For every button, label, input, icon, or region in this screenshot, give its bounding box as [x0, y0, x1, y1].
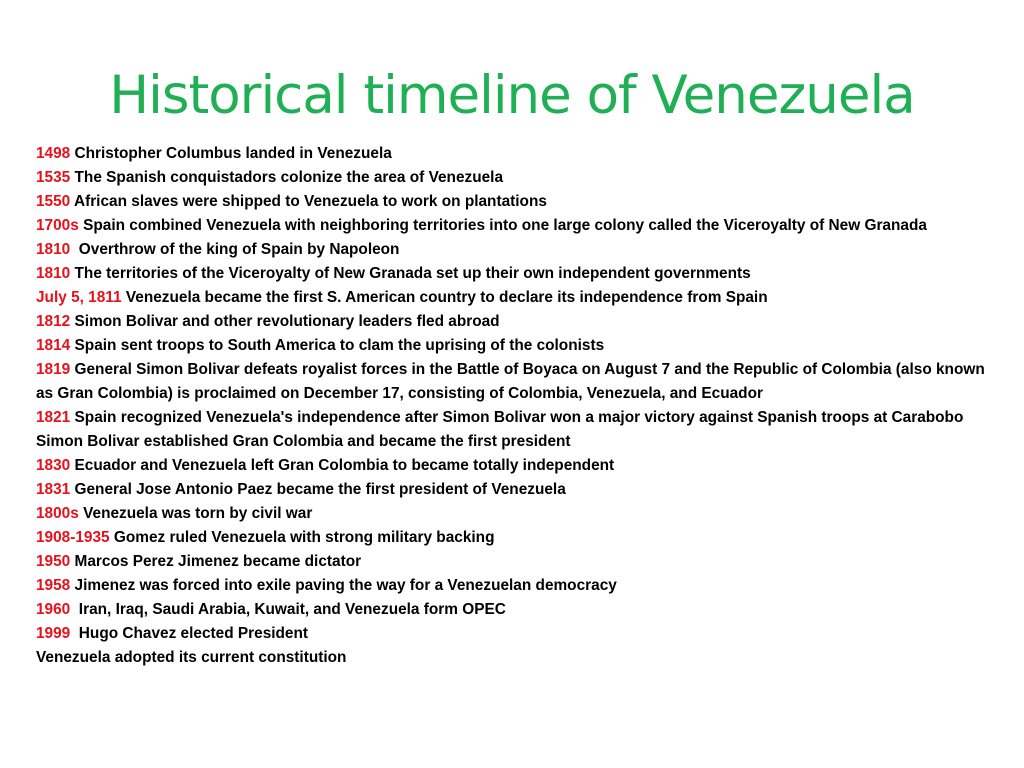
timeline-description: Ecuador and Venezuela left Gran Colombia to became totally independent [70, 457, 615, 474]
timeline-year: 1821 [36, 409, 71, 426]
timeline-description: Simon Bolivar and other revolutionary leaders fled abroad [70, 313, 500, 330]
timeline-year: 1958 [36, 577, 71, 594]
timeline-year: 1830 [36, 457, 71, 474]
timeline-year: 1950 [36, 553, 71, 570]
timeline-description: Hugo Chavez elected President [70, 625, 309, 642]
timeline-description: Venezuela adopted its current constitution [36, 649, 347, 666]
timeline-description: Simon Bolivar established Gran Colombia and became the first president [36, 433, 571, 450]
timeline-entry [36, 574, 1002, 598]
timeline-description: Gomez ruled Venezuela with strong military backing [109, 529, 495, 546]
timeline-description: The Spanish conquistadors colonize the area of Venezuela [70, 169, 503, 186]
timeline-entry [36, 286, 1002, 310]
timeline-entry [36, 598, 1002, 622]
timeline-entry [36, 214, 1002, 238]
timeline-year: 1810 [36, 265, 71, 282]
timeline-entry [36, 406, 1002, 430]
timeline-year: 1908-1935 [36, 529, 110, 546]
timeline-year: July 5, 1811 [36, 289, 122, 306]
timeline-year: 1999 [36, 625, 71, 642]
timeline-entry [36, 238, 1002, 262]
timeline-entry [36, 478, 1002, 502]
timeline-year: 1535 [36, 169, 71, 186]
timeline-description: Spain combined Venezuela with neighboring territories into one large colony called the Viceroyalty of New Granada [78, 217, 927, 234]
timeline-description: Venezuela was torn by civil war [78, 505, 313, 522]
timeline-entry [36, 334, 1002, 358]
timeline-entry [36, 430, 1002, 454]
timeline-entry [36, 310, 1002, 334]
timeline-description: Marcos Perez Jimenez became dictator [70, 553, 362, 570]
timeline-description: Spain recognized Venezuela's independence after Simon Bolivar won a major victory against Spanish troops at Carabobo [70, 409, 964, 426]
timeline-year: 1498 [36, 145, 71, 162]
timeline-year: 1800s [36, 505, 79, 522]
timeline-description: Christopher Columbus landed in Venezuela [70, 145, 392, 162]
timeline-entry [36, 502, 1002, 526]
timeline-entry [36, 262, 1002, 286]
timeline-year: 1700s [36, 217, 79, 234]
timeline-entry [36, 646, 1002, 670]
timeline-description: Iran, Iraq, Saudi Arabia, Kuwait, and Venezuela form OPEC [70, 601, 506, 618]
timeline-description: The territories of the Viceroyalty of New Granada set up their own independent governments [70, 265, 751, 282]
timeline-entry [36, 166, 1002, 190]
timeline-year: 1960 [36, 601, 71, 618]
timeline-description: Venezuela became the first S. American country to declare its independence from Spain [121, 289, 768, 306]
timeline-year: 1819 [36, 361, 71, 378]
timeline-description: Overthrow of the king of Spain by Napoleon [70, 241, 400, 258]
timeline-description: General Simon Bolivar defeats royalist forces in the Battle of Boyaca on August 7 and the Republic of Colombia (also known as Gran Colombia) is proclaimed on December 17, consisting of Colombia, Venezuela, and Ecuador [36, 361, 990, 402]
timeline-entry [36, 454, 1002, 478]
timeline-year: 1812 [36, 313, 71, 330]
timeline-description: Spain sent troops to South America to clam the uprising of the colonists [70, 337, 605, 354]
timeline-entry [36, 358, 1002, 406]
timeline-year: 1814 [36, 337, 71, 354]
timeline-year: 1550 [36, 193, 71, 210]
timeline-year: 1810 [36, 241, 71, 258]
timeline-entry [36, 622, 1002, 646]
timeline-description: African slaves were shipped to Venezuela to work on plantations [70, 193, 547, 210]
timeline-entry [36, 526, 1002, 550]
slide-title: Historical timeline of Venezuela [109, 65, 915, 126]
timeline-entry [36, 550, 1002, 574]
timeline-year: 1831 [36, 481, 71, 498]
timeline-entry [36, 190, 1002, 214]
timeline-entry [36, 142, 1002, 166]
timeline-list [36, 142, 1002, 670]
timeline-description: Jimenez was forced into exile paving the way for a Venezuelan democracy [70, 577, 617, 594]
timeline-description: General Jose Antonio Paez became the first president of Venezuela [70, 481, 566, 498]
